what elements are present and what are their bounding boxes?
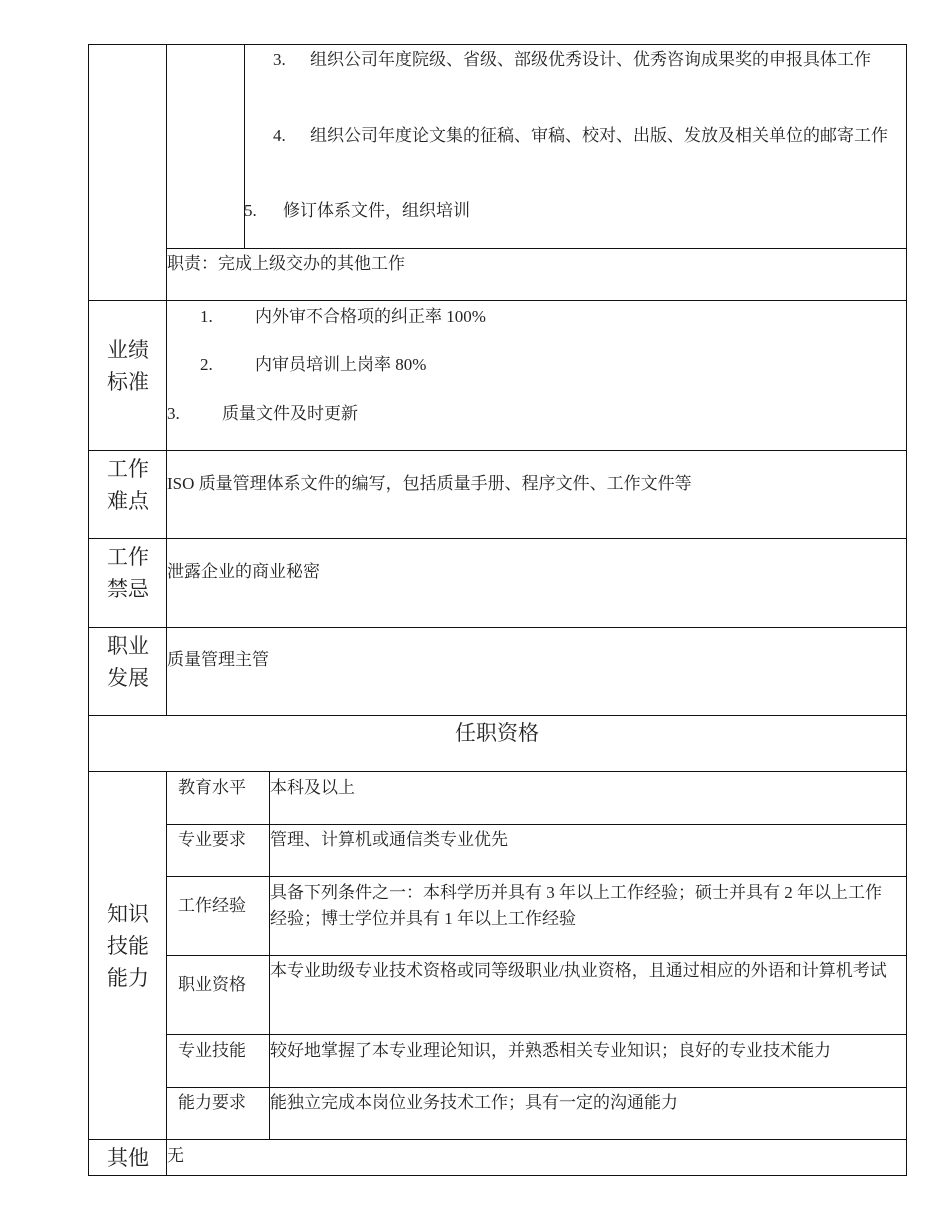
taboo-text: 泄露企业的商业秘密 (167, 562, 320, 581)
duty-item-4-num: 4. (273, 126, 286, 145)
duty-item-3 (273, 47, 893, 73)
career-text: 质量管理主管 (167, 650, 269, 669)
performance-item-1-text: 内外审不合格项的纠正率 100% (255, 307, 486, 326)
difficulty-text: ISO 质量管理体系文件的编写，包括质量手册、程序文件、工作文件等 (167, 474, 692, 493)
border-bottom (88, 1175, 907, 1176)
qual-value-ability: 能独立完成本岗位业务技术工作；具有一定的沟通能力 (270, 1093, 678, 1112)
career-label: 职业发展 (107, 634, 149, 690)
qualification-title: 任职资格 (455, 721, 539, 745)
border-h-diff (88, 450, 907, 451)
border-h-qual-title (88, 715, 907, 716)
duty-item-5 (244, 198, 470, 224)
border-h-career (88, 627, 907, 628)
taboo-label: 工作禁忌 (107, 545, 149, 601)
duty-item-4 (273, 123, 893, 149)
border-h-q5 (166, 1087, 907, 1088)
border-left (88, 44, 89, 1176)
border-h-perf (88, 300, 907, 301)
performance-item-1-num: 1. (200, 307, 213, 326)
border-h-duty (166, 248, 907, 249)
qual-value-experience: 具备下列条件之一：本科学历并具有 3 年以上工作经验；硕士并具有 2 年以上工作经验；博士学位并具有 1 年以上工作经验 (270, 883, 882, 928)
duty-item-3-num: 3. (273, 50, 286, 69)
qual-name-ability: 能力要求 (178, 1093, 246, 1112)
performance-item-3-num: 3. (167, 404, 180, 423)
qual-value-education: 本科及以上 (270, 778, 355, 797)
border-label-col (166, 44, 167, 716)
border-h-q3 (166, 955, 907, 956)
border-h-other (88, 1139, 907, 1140)
border-h-q4 (166, 1034, 907, 1035)
border-top (88, 44, 907, 45)
duty-item-4-text: 组织公司年度论文集的征稿、审稿、校对、出版、发放及相关单位的邮寄工作 (310, 126, 888, 145)
performance-item-2-text: 内审员培训上岗率 80% (255, 355, 427, 374)
qual-value-certificate: 本专业助级专业技术资格或同等级职业/执业资格，且通过相应的外语和计算机考试 (270, 961, 887, 980)
qual-name-skills: 专业技能 (178, 1041, 246, 1060)
border-h-taboo (88, 538, 907, 539)
qual-value-skills: 较好地掌握了本专业理论知识，并熟悉相关专业知识；良好的专业技术能力 (270, 1041, 831, 1060)
qualification-label: 知识技能能力 (107, 902, 149, 990)
performance-item-1 (200, 304, 486, 330)
performance-item-2 (200, 352, 426, 378)
duty-item-5-text: 修订体系文件，组织培训 (283, 201, 470, 220)
border-h-q2 (166, 876, 907, 877)
performance-label: 业绩标准 (107, 338, 149, 394)
border-h-q1 (166, 824, 907, 825)
duty-item-5-num: 5. (244, 201, 257, 220)
qual-name-major: 专业要求 (178, 830, 246, 849)
qual-name-education: 教育水平 (178, 778, 246, 797)
other-text: 无 (167, 1146, 184, 1165)
difficulty-label: 工作难点 (107, 457, 149, 513)
duty-item-3-text: 组织公司年度院级、省级、部级优秀设计、优秀咨询成果奖的申报具体工作 (310, 50, 871, 69)
other-duty-text: 职责：完成上级交办的其他工作 (167, 254, 405, 273)
border-label-col-2 (166, 772, 167, 1176)
performance-item-3 (167, 401, 358, 427)
other-label: 其他 (107, 1146, 149, 1170)
qual-value-major: 管理、计算机或通信类专业优先 (270, 830, 508, 849)
border-h-qual-start (88, 771, 907, 772)
border-right (906, 44, 907, 1176)
qual-name-certificate: 职业资格 (178, 975, 246, 994)
performance-item-3-text: 质量文件及时更新 (222, 404, 358, 423)
qual-name-experience: 工作经验 (178, 896, 246, 915)
performance-item-2-num: 2. (200, 355, 213, 374)
